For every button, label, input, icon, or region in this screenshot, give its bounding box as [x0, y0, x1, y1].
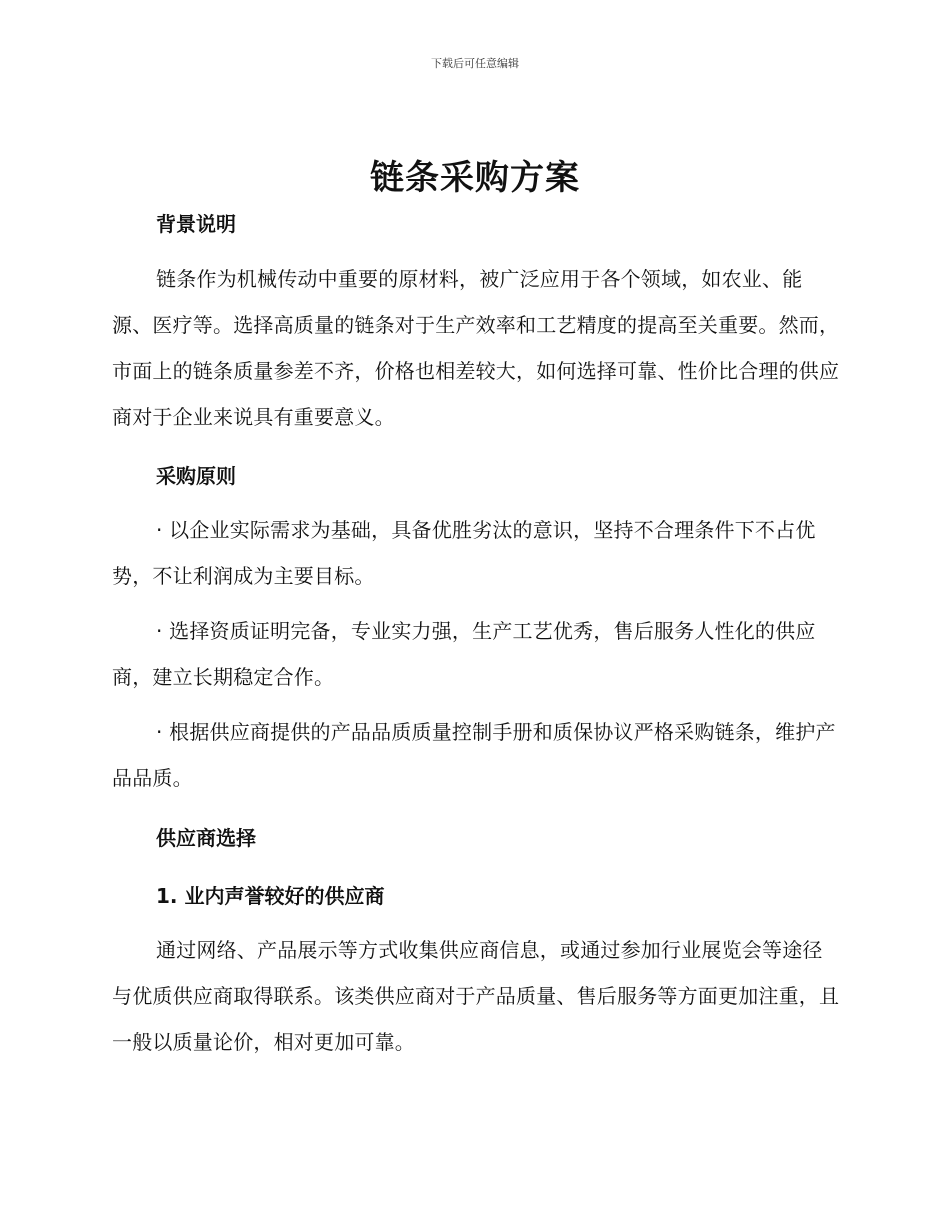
document-title: 链条采购方案 [370, 158, 580, 198]
header-note: 下载后可任意编辑 [431, 57, 519, 70]
subheading-reputable-suppliers: 1. 业内声誉较好的供应商 [156, 884, 385, 908]
section-heading-background: 背景说明 [156, 212, 236, 236]
paragraph-background: 链条作为机械传动中重要的原材料，被广泛应用于各个领域，如农业、能源、医疗等。选择高质量的链条对于生产效率和工艺精度的提高至关重要。然而，市面上的链条质量参差不齐，价格也相差较大，如何选择可靠、性价比合理的供应商对于企业来说具有重要意义。 [112, 267, 840, 429]
paragraph-reputable-suppliers: 通过网络、产品展示等方式收集供应商信息，或通过参加行业展览会等途径与优质供应商取得联系。该类供应商对于产品质量、售后服务等方面更加注重，且一般以质量论价，相对更加可靠。 [112, 938, 840, 1054]
paragraph-principle-1: · 以企业实际需求为基础，具备优胜劣汰的意识，坚持不合理条件下不占优势，不让利润成为主要目标。 [112, 518, 816, 588]
paragraph-principle-2: · 选择资质证明完备，专业实力强，生产工艺优秀，售后服务人性化的供应商，建立长期稳定合作。 [112, 619, 816, 689]
section-heading-principles: 采购原则 [156, 464, 236, 488]
paragraph-principle-3: · 根据供应商提供的产品品质质量控制手册和质保协议严格采购链条，维护产品品质。 [112, 720, 836, 790]
section-heading-supplier-selection: 供应商选择 [156, 826, 256, 850]
